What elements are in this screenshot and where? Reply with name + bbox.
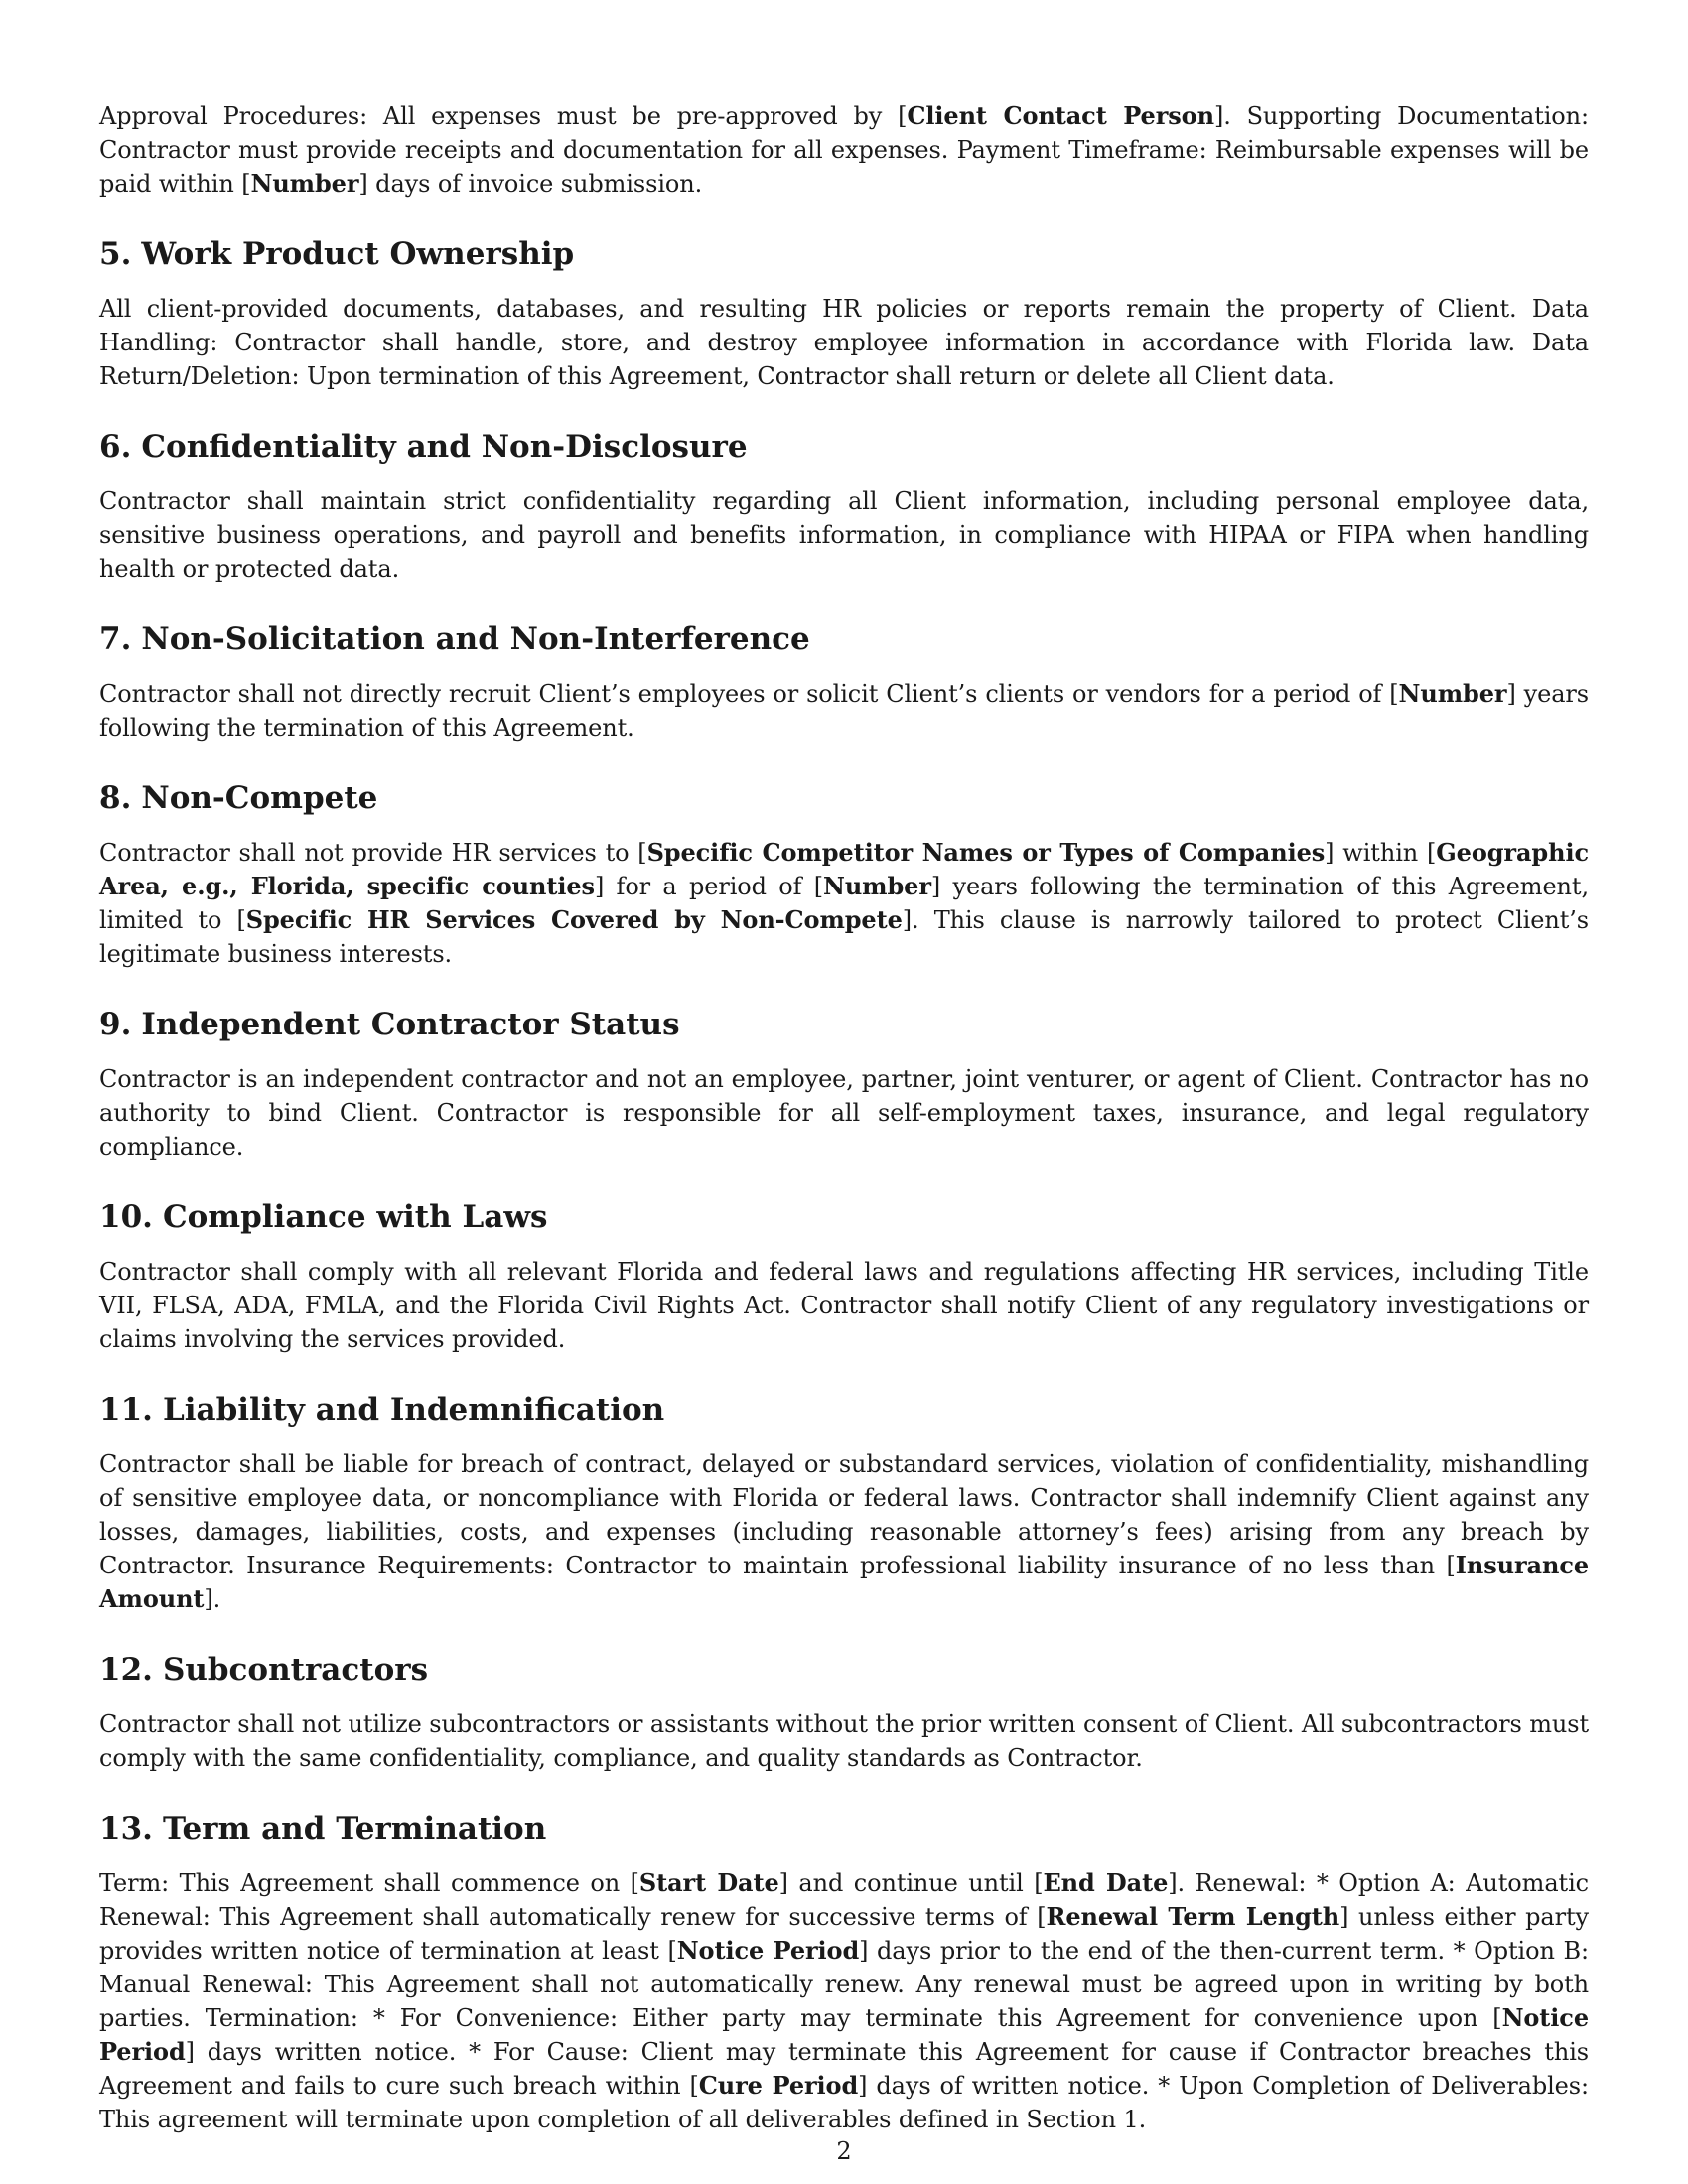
section [99,1809,1589,2136]
section-heading [99,427,1589,467]
section-number: 10. [99,1199,153,1235]
section-title: Confidentiality and Non-Disclosure [141,429,748,465]
section-title: Compliance with Laws [162,1199,548,1235]
section-title: Liability and Indemnification [162,1392,665,1428]
placeholder-field: Number [1398,679,1507,708]
text-run: Approval Procedures: All expenses must be pre-approved by [ [99,102,908,130]
text-run: ] within [ [1325,839,1437,867]
text-run: ]. [204,1585,221,1613]
placeholder-field: Number [823,872,931,900]
text-run: ] unless either party provides written notice of termination at least [ [99,1903,1589,1965]
section-title: Subcontractors [162,1652,429,1688]
intro-paragraph [99,99,1589,201]
section-heading [99,1809,1589,1848]
section-body [99,1255,1589,1356]
text-run: ] and continue until [ [778,1869,1044,1897]
section-body [99,1866,1589,2136]
text-run: Contractor shall maintain strict confidentiality regarding all Client information, including personal employee data, sensitive business operations, and payroll and benefits information, in compliance with HIPAA or FIPA when handling health or protected data. [99,487,1589,583]
text-run: Term: This Agreement shall commence on [ [99,1869,639,1897]
section-title: Independent Contractor Status [141,1007,680,1042]
section-number: 13. [99,1811,153,1846]
text-run: ] days written notice. * For Cause: Client may terminate this Agreement for cause if Contractor breaches this Agreement and fails to cure such breach within [ [99,2038,1589,2100]
sections-container [99,234,1589,2136]
placeholder-field: Notice Period [99,2003,1589,2066]
text-run: ]. This clause is narrowly tailored to protect Client’s legitimate business interests. [99,906,1590,968]
placeholder-field: Renewal Term Length [1046,1902,1340,1931]
section-body [99,677,1589,745]
placeholder-field: Number [250,169,359,198]
text-run: Contractor shall comply with all relevant Florida and federal laws and regulations affecting HR services, including Title VII, FLSA, ADA, FMLA, and the Florida Civil Rights Act. Contractor shall notify Client of any regulatory investigations or claims involving the services provided. [99,1258,1589,1353]
placeholder-field: End Date [1043,1868,1169,1897]
section-body [99,292,1589,393]
placeholder-field: Specific Competitor Names or Types of Companies [646,838,1326,867]
text-run: Contractor is an independent contractor and not an employee, partner, joint venturer, or agent of Client. Contractor has no authority to bind Client. Contractor is responsible for all self-employment taxes, insurance, and legal regulatory compliance. [99,1065,1589,1160]
placeholder-field: Start Date [638,1868,779,1897]
section [99,1005,1589,1163]
document-page [99,99,1589,2136]
text-run: Contractor shall be liable for breach of contract, delayed or substandard services, violation of confidentiality, mishandling of sensitive employee data, or noncompliance with Florida or federal laws. Contractor shall indemnify Client against any losses, damages, liabilities, costs, and expenses (including reasonable attorney’s fees) arising from any breach by Contractor. Insurance Requirements: Contractor to maintain professional liability insurance of no less than [ [99,1450,1589,1579]
text-run: ] days of invoice submission. [358,170,703,198]
text-run: ]. Renewal: * Option A: Automatic Renewal: This Agreement shall automatically renew for successive terms of [ [99,1869,1589,1931]
section-heading [99,1005,1589,1044]
text-run: Contractor shall not directly recruit Client’s employees or solicit Client’s clients or vendors for a period of [ [99,680,1399,708]
section-number: 7. [99,621,132,657]
text-run: ] for a period of [ [594,873,823,900]
placeholder-field: Geographic Area, e.g., Florida, specific counties [99,838,1589,900]
section-heading [99,1197,1589,1237]
section-body [99,1062,1589,1163]
placeholder-field: Insurance Amount [99,1551,1589,1613]
section-heading [99,1390,1589,1430]
placeholder-field: Client Contact Person [907,101,1214,130]
section-body [99,1707,1589,1775]
section-body [99,1447,1589,1616]
section-number: 6. [99,429,132,465]
placeholder-field: Specific HR Services Covered by Non-Compete [245,905,903,934]
section [99,619,1589,745]
text-run: Contractor shall not provide HR services to [ [99,839,647,867]
text-run: ]. Supporting Documentation: Contractor must provide receipts and documentation for all expenses. Payment Timeframe: Reimbursable expenses will be paid within [ [99,102,1590,198]
section-number: 11. [99,1392,153,1428]
section-number: 5. [99,236,132,272]
text-run: ] years following the termination of this Agreement, limited to [ [99,873,1589,934]
text-run: Contractor shall not utilize subcontractors or assistants without the prior written consent of Client. All subcontractors must comply with the same confidentiality, compliance, and quality standards as Contractor. [99,1710,1589,1772]
text-run: ] days prior to the end of the then-current term. * Option B: Manual Renewal: This Agreement shall not automatically renew. Any renewal must be agreed upon in writing by both parties. Termination: * For Convenience: Either party may terminate this Agreement for convenience upon [ [99,1937,1589,2032]
section [99,427,1589,586]
section-title: Term and Termination [162,1811,547,1846]
text-run: All client-provided documents, databases, and resulting HR policies or reports remain the property of Client. Data Handling: Contractor shall handle, store, and destroy employee information in accordance with Florida law. Data Return/Deletion: Upon termination of this Agreement, Contractor shall return or delete all Client data. [99,295,1589,390]
section-number: 12. [99,1652,153,1688]
section-body [99,484,1589,586]
section [99,234,1589,393]
section [99,1650,1589,1775]
section-title: Non-Solicitation and Non-Interference [141,621,810,657]
section-number: 9. [99,1007,132,1042]
section-number: 8. [99,780,132,816]
section-title: Work Product Ownership [141,236,575,272]
placeholder-field: Notice Period [676,1936,860,1965]
section-heading [99,619,1589,659]
section [99,778,1589,971]
section-title: Non-Compete [141,780,378,816]
placeholder-field: Cure Period [698,2071,859,2100]
page-number: 2 [836,2137,852,2165]
section-body [99,836,1589,971]
section-heading [99,778,1589,818]
section-heading [99,234,1589,274]
section [99,1390,1589,1616]
section [99,1197,1589,1356]
text-run: ] years following the termination of this Agreement. [99,680,1590,742]
text-run: ] days of written notice. * Upon Completion of Deliverables: This agreement will terminate upon completion of all deliverables defined in Section 1. [99,2072,1589,2133]
section-heading [99,1650,1589,1690]
